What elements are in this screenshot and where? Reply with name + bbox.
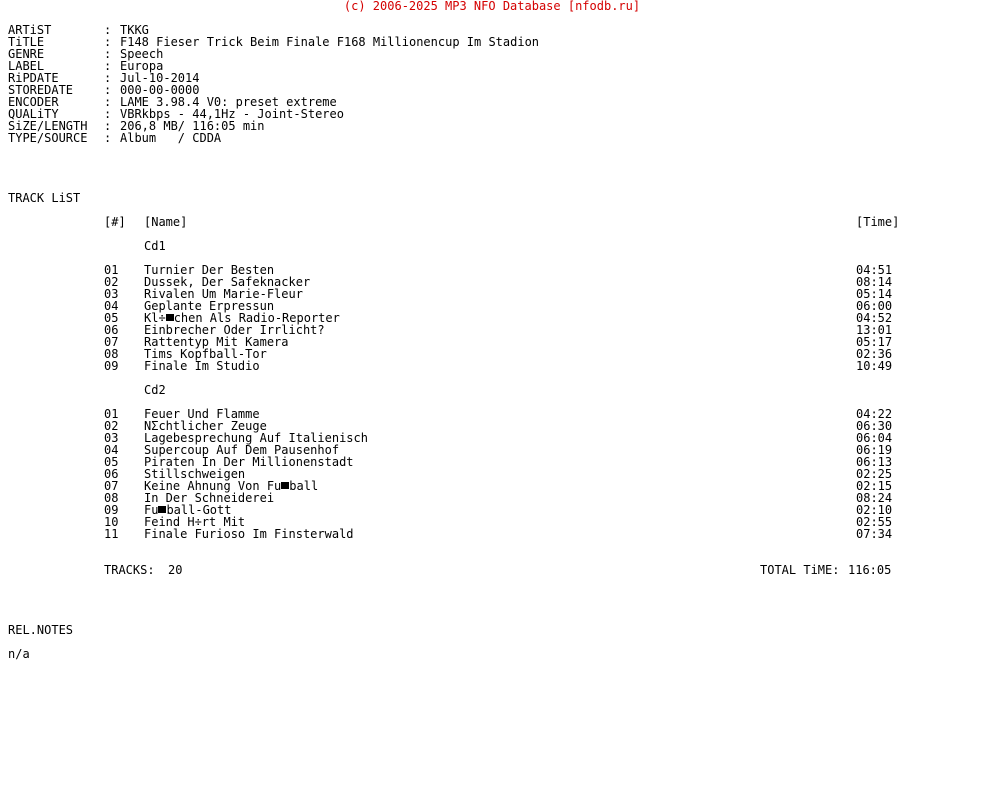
page-banner: (c) 2006-2025 MP3 NFO Database [nfodb.ru] <box>343 0 641 13</box>
track-number: 01 <box>104 407 119 421</box>
track-number: 10 <box>104 515 119 529</box>
release-notes-heading: REL.NOTES <box>8 623 74 637</box>
track-time: 08:24 <box>856 491 893 505</box>
track-name: Feuer Und Flamme <box>144 407 260 421</box>
track-name: Dussek, Der Safeknacker <box>144 275 311 289</box>
track-number: 05 <box>104 311 119 325</box>
info-separator: : <box>104 23 112 37</box>
track-number: 09 <box>104 503 119 517</box>
track-number: 04 <box>104 299 119 313</box>
tracks-count-value: 20 <box>168 563 183 577</box>
col-header-name: [Name] <box>144 215 188 229</box>
info-separator: : <box>104 119 112 133</box>
info-key: GENRE <box>8 47 45 61</box>
track-name: Lagebesprechung Auf Italienisch <box>144 431 368 445</box>
info-key: ENCODER <box>8 95 59 109</box>
track-number: 11 <box>104 527 119 541</box>
track-name: Tims Kopfball-Tor <box>144 347 267 361</box>
info-value: F148 Fieser Trick Beim Finale F168 Millionencup Im Stadion <box>120 35 540 49</box>
track-number: 03 <box>104 287 119 301</box>
track-time: 06:30 <box>856 419 893 433</box>
track-number: 08 <box>104 491 119 505</box>
info-separator: : <box>104 107 112 121</box>
track-time: 02:15 <box>856 479 893 493</box>
track-time: 06:00 <box>856 299 893 313</box>
track-name: Rattentyp Mit Kamera <box>144 335 289 349</box>
info-value: LAME 3.98.4 V0: preset extreme <box>120 95 337 109</box>
info-value: Jul-10-2014 <box>120 71 200 85</box>
track-time: 04:22 <box>856 407 893 421</box>
track-time: 02:25 <box>856 467 893 481</box>
track-time: 05:14 <box>856 287 893 301</box>
col-header-time: [Time] <box>856 215 900 229</box>
track-name: Geplante Erpressun <box>144 299 275 313</box>
info-value: Album / CDDA <box>120 131 222 145</box>
info-separator: : <box>104 83 112 97</box>
track-name: Fu ball-Gott <box>144 503 232 517</box>
info-separator: : <box>104 47 112 61</box>
disc-label: Cd1 <box>144 239 166 253</box>
info-key: TYPE/SOURCE <box>8 131 88 145</box>
track-name: NΣchtlicher Zeuge <box>144 419 267 433</box>
total-time-value: 116:05 <box>848 563 892 577</box>
track-time: 07:34 <box>856 527 893 541</box>
tracks-count-label: TRACKS: <box>104 563 155 577</box>
info-key: RiPDATE <box>8 71 59 85</box>
track-time: 02:36 <box>856 347 893 361</box>
track-name: Supercoup Auf Dem Pausenhof <box>144 443 340 457</box>
track-number: 05 <box>104 455 119 469</box>
track-number: 06 <box>104 323 119 337</box>
info-value: TKKG <box>120 23 149 37</box>
track-name: Finale Im Studio <box>144 359 260 373</box>
info-separator: : <box>104 131 112 145</box>
track-time: 08:14 <box>856 275 893 289</box>
info-separator: : <box>104 71 112 85</box>
track-number: 07 <box>104 335 119 349</box>
track-time: 13:01 <box>856 323 893 337</box>
track-time: 04:52 <box>856 311 893 325</box>
info-key: QUALiTY <box>8 107 59 121</box>
track-time: 02:55 <box>856 515 893 529</box>
track-number: 09 <box>104 359 119 373</box>
info-value: VBRkbps - 44,1Hz - Joint-Stereo <box>120 107 344 121</box>
track-name: Stillschweigen <box>144 467 246 481</box>
tracklist-heading: TRACK LiST <box>8 191 81 205</box>
info-value: 206,8 MB/ 116:05 min <box>120 119 265 133</box>
info-key: ARTiST <box>8 23 52 37</box>
info-separator: : <box>104 35 112 49</box>
track-name: In Der Schneiderei <box>144 491 275 505</box>
info-value: Europa <box>120 59 164 73</box>
track-number: 02 <box>104 419 119 433</box>
track-time: 04:51 <box>856 263 893 277</box>
info-key: STOREDATE <box>8 83 74 97</box>
track-number: 02 <box>104 275 119 289</box>
info-key: SiZE/LENGTH <box>8 119 88 133</box>
track-number: 01 <box>104 263 119 277</box>
track-name: Turnier Der Besten <box>144 263 275 277</box>
track-name: Einbrecher Oder Irrlicht? <box>144 323 325 337</box>
track-time: 10:49 <box>856 359 893 373</box>
track-name: Finale Furioso Im Finsterwald <box>144 527 354 541</box>
track-number: 07 <box>104 479 119 493</box>
track-name: Feind H÷rt Mit <box>144 515 246 529</box>
info-key: TiTLE <box>8 35 45 49</box>
info-value: 000-00-0000 <box>120 83 200 97</box>
track-time: 02:10 <box>856 503 893 517</box>
track-name: Rivalen Um Marie-Fleur <box>144 287 303 301</box>
track-number: 06 <box>104 467 119 481</box>
track-name: Piraten In Der Millionenstadt <box>144 455 354 469</box>
disc-label: Cd2 <box>144 383 166 397</box>
info-separator: : <box>104 59 112 73</box>
track-name: Kl÷ chen Als Radio-Reporter <box>144 311 340 325</box>
col-header-number: [#] <box>104 215 126 229</box>
track-time: 05:17 <box>856 335 893 349</box>
release-notes-text: n/a <box>8 647 30 661</box>
track-time: 06:13 <box>856 455 893 469</box>
track-number: 03 <box>104 431 119 445</box>
info-separator: : <box>104 95 112 109</box>
track-name: Keine Ahnung Von Fu ball <box>144 479 319 493</box>
info-key: LABEL <box>8 59 45 73</box>
track-number: 04 <box>104 443 119 457</box>
info-value: Speech <box>120 47 164 61</box>
track-time: 06:19 <box>856 443 893 457</box>
track-time: 06:04 <box>856 431 893 445</box>
track-number: 08 <box>104 347 119 361</box>
total-time-label: TOTAL TiME: <box>760 563 840 577</box>
